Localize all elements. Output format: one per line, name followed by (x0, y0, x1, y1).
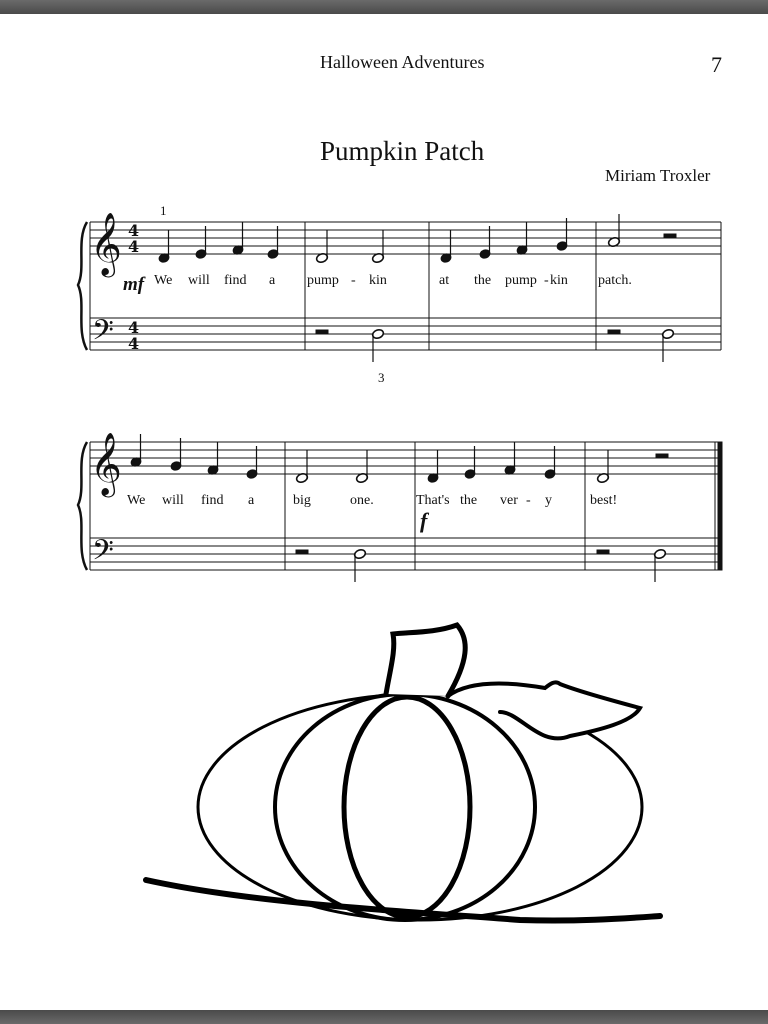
half-rest (608, 330, 620, 334)
lyric-syllable: We (127, 493, 146, 508)
half-rest (316, 330, 328, 334)
lyric-syllable: the (474, 273, 492, 288)
dynamic-marking: mf (123, 274, 145, 295)
treble-clef-icon: 𝄞 (90, 432, 122, 495)
composer-name: Miriam Troxler (605, 166, 711, 185)
lyric-syllable: one. (350, 493, 374, 508)
grand-staff-brace (78, 442, 87, 570)
lyric-syllable: the (460, 493, 478, 508)
lyric-syllable: pump (505, 273, 537, 288)
lyric-syllable: That's (416, 493, 450, 508)
dynamic-marking-forte: f (420, 508, 428, 533)
lyric-syllable: a (269, 273, 276, 288)
half-rest (296, 550, 308, 554)
lyric-syllable: - (526, 493, 531, 508)
lyric-syllable: will (162, 493, 184, 508)
svg-text:4: 4 (128, 237, 140, 256)
lyric-syllable: big (293, 493, 311, 508)
bass-clef-icon: 𝄢 (92, 534, 114, 574)
lyric-syllable: find (201, 493, 224, 508)
lyric-syllable: pump (307, 273, 339, 288)
half-rest (656, 454, 668, 458)
lyric-syllable: best! (590, 493, 618, 508)
bottom-toolbar-bar (0, 1010, 768, 1024)
half-rest (664, 234, 676, 238)
svg-text:4: 4 (128, 221, 140, 240)
lyric-syllable: ver (500, 493, 518, 508)
final-barline-thick (718, 442, 722, 570)
measure-number: 1 (160, 203, 167, 218)
staff-lines (90, 222, 722, 570)
grand-staff-brace (78, 222, 87, 350)
lyric-syllable: kin (550, 273, 568, 288)
notes-group (130, 214, 676, 582)
lyric-syllable: a (248, 493, 255, 508)
lyric-syllable: at (439, 273, 450, 288)
lyric-syllable: We (154, 273, 173, 288)
lyric-syllable: will (188, 273, 210, 288)
treble-clef-icon: 𝄞 (90, 212, 122, 275)
bass-measure-number: 3 (378, 370, 385, 385)
lyric-syllable: - (351, 273, 356, 288)
half-rest (597, 550, 609, 554)
pumpkin-illustration (146, 625, 660, 921)
lyric-syllable: - (544, 273, 549, 288)
svg-text:4: 4 (128, 334, 140, 353)
lyric-syllable: y (545, 493, 552, 508)
lyric-syllable: patch. (598, 273, 632, 288)
lyric-syllable: kin (369, 273, 387, 288)
bass-clef-icon: 𝄢 (92, 314, 114, 354)
svg-text:4: 4 (128, 318, 140, 337)
book-title: Halloween Adventures (320, 52, 485, 72)
lyric-syllable: find (224, 273, 247, 288)
time-signature (128, 221, 139, 353)
song-title: Pumpkin Patch (320, 136, 485, 166)
page-number: 7 (711, 52, 722, 77)
